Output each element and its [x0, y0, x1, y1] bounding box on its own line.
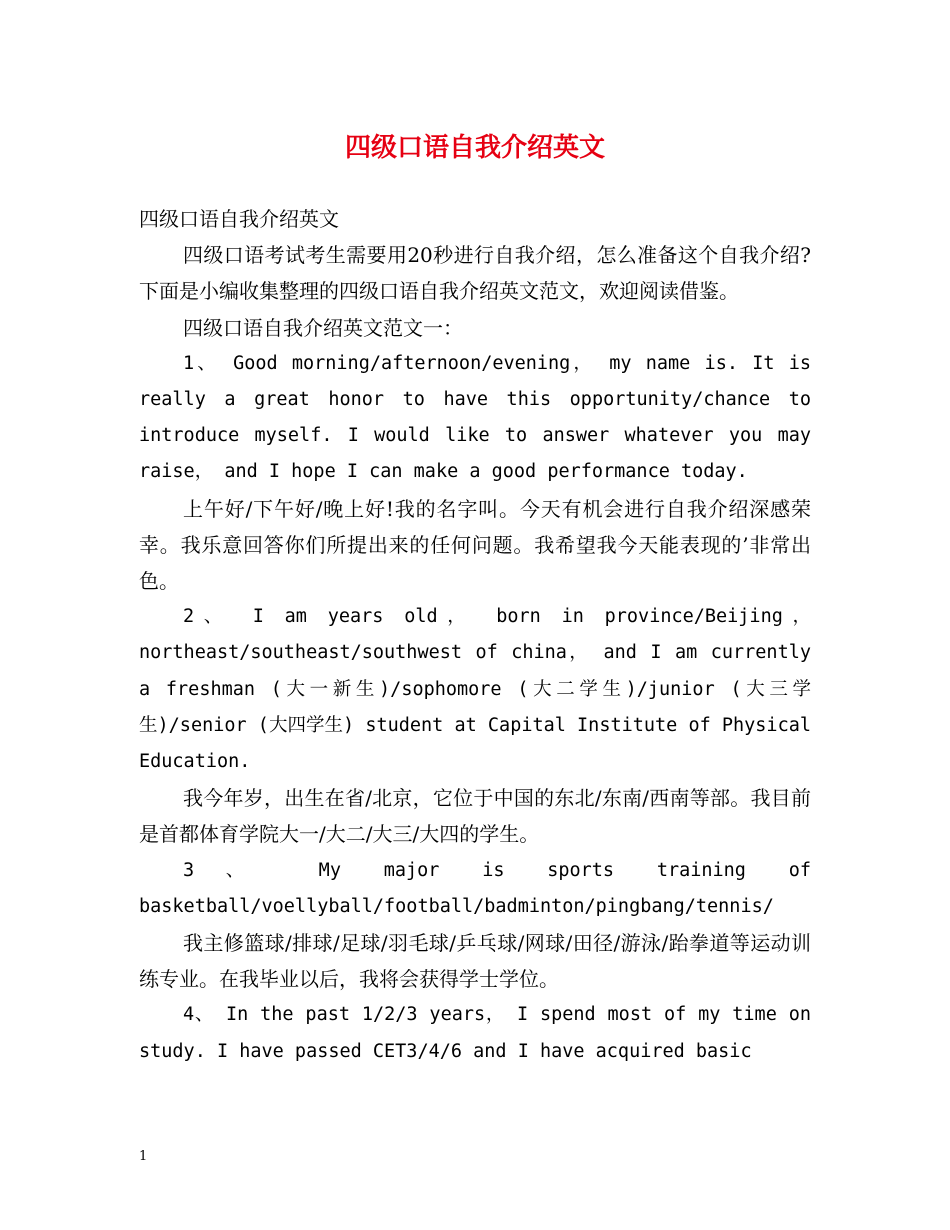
paragraph-intro: 四级口语考试考生需要用20秒进行自我介绍，怎么准备这个自我介绍?下面是小编收集整理的四级口语自我介绍英文范文，欢迎阅读借鉴。 — [139, 243, 811, 304]
paragraph-heading: 四级口语自我介绍英文 — [139, 207, 339, 231]
page-number: 1 — [139, 1149, 148, 1164]
paragraph-zh-3: 我主修篮球/排球/足球/羽毛球/乒乓球/网球/田径/游泳/跆拳道等运动训练专业。在我毕业以后，我将会获得学士学位。 — [139, 931, 811, 992]
paragraph-en-3: 3、 My major is sports training of basketball/voellyball/football/badminton/pingbang/tennis/ — [139, 859, 811, 917]
document-body — [139, 201, 811, 1070]
paragraph-zh-1: 上午好/下午好/晚上好!我的名字叫。今天有机会进行自我介绍深感荣幸。我乐意回答你们所提出来的任何问题。我希望我今天能表现的’非常出色。 — [139, 496, 811, 594]
paragraph-en-1: 1、 Good morning/afternoon/evening， my name is. It is really a great honor to have this opportunity/chance to introduce myself. I would like to answer whatever you may raise， and I hope I can make a good performance today. — [139, 352, 811, 483]
document-title: 四级口语自我介绍英文 — [344, 133, 605, 163]
paragraph-zh-2: 我今年岁，出生在省/北京，它位于中国的东北/东南/西南等部。我目前是首都体育学院大一/大二/大三/大四的学生。 — [139, 786, 811, 847]
paragraph-en-4: 4、 In the past 1/2/3 years， I spend most of my time on study. I have passed CET3/4/6 and I have acquired basic — [139, 1004, 811, 1062]
paragraph-en-2: 2、 I am years old， born in province/Beijing， northeast/southeast/southwest of china， and I am currently a freshman (大一新生)/sophomore (大二学生)/junior (大三学生)/senior (大四学生) student at Capital Institute of Physical Education. — [139, 606, 811, 773]
paragraph-sample-heading: 四级口语自我介绍英文范文一： — [183, 315, 463, 340]
